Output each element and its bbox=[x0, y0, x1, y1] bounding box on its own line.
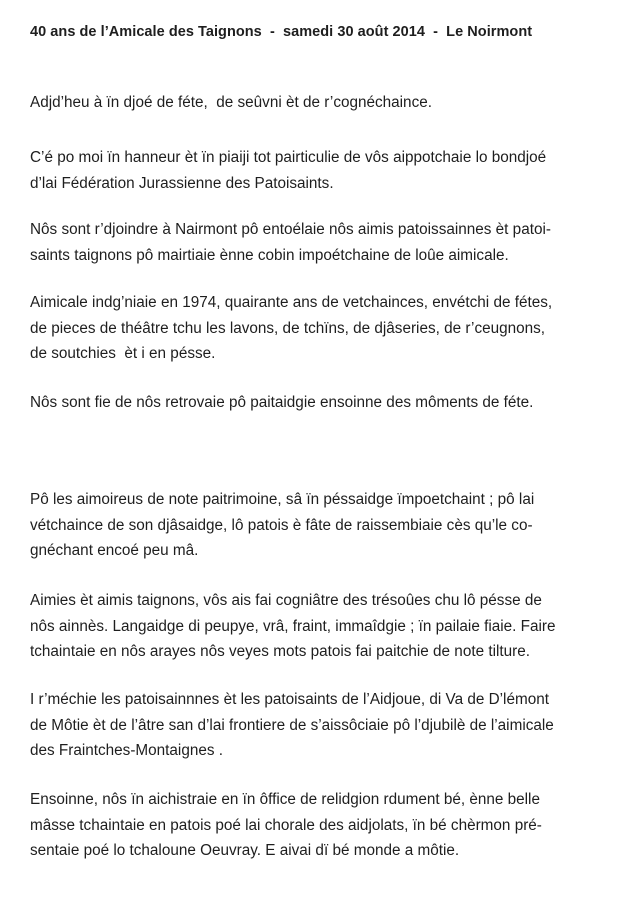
paragraph-heritage bbox=[30, 487, 605, 564]
paragraph-line: vétchaince de son djâsaidge, lô patois è fâte de raissembiaie cès qu’le co- bbox=[30, 516, 533, 534]
paragraph-line: mâsse tchaintaie en patois poé lai chorale des aidjolats, ïn bé chèrmon pré- bbox=[30, 816, 542, 834]
paragraph-line: C’é po moi ïn hanneur èt ïn piaiji tot pairticulie de vôs aippotchaie lo bondjoé bbox=[30, 149, 547, 166]
paragraph-line: Ensoinne, nôs ïn aichistraie en ïn ôffice de relidgion rdument bé, ènne belle bbox=[30, 791, 540, 808]
document-title: 40 ans de l’Amicale des Taignons - samedi 30 août 2014 - Le Noirmont bbox=[30, 24, 533, 40]
paragraph-line: Nôs sont fie de nôs retrovaie pô paitaidgie ensoinne des môments de féte. bbox=[30, 394, 534, 411]
paragraph-honour bbox=[30, 145, 605, 196]
paragraph-line: Pô les aimoireus de note paitrimoine, sâ ïn péssaidge ïmpoetchaint ; pô lai bbox=[30, 491, 535, 508]
paragraph-line: d’lai Fédération Jurassienne des Patoisaints. bbox=[30, 174, 334, 192]
paragraph-gathering bbox=[30, 217, 605, 268]
paragraph-line: de Môtie èt de l’âtre san d’lai frontiere de s’aissôciaie pô l’djubilè de l’aimicale bbox=[30, 716, 554, 734]
paragraph-line: nôs ainnès. Langaidge di peupye, vrâ, fraint, immaîdgie ; ïn pailaie fiaie. Faire bbox=[30, 617, 556, 635]
paragraph-line: Adjd’heu à ïn djoé de féte, de seûvni èt de r’cognéchaince. bbox=[30, 94, 432, 111]
paragraph-thanks bbox=[30, 687, 605, 764]
paragraph-line: saints taignons pô mairtiaie ènne cobin impoétchaine de loûe aimicale. bbox=[30, 246, 509, 264]
paragraph-history bbox=[30, 290, 605, 367]
paragraph-ceremony bbox=[30, 787, 605, 864]
paragraph-line: Nôs sont r’djoindre à Nairmont pô entoélaie nôs aimis patoissainnes èt patoi- bbox=[30, 221, 551, 238]
paragraph-line: des Fraintches-Montaignes . bbox=[30, 742, 224, 759]
paragraph-line: sentaie poé lo tchaloune Oeuvray. E aivai dï bé monde a môtie. bbox=[30, 842, 460, 859]
paragraph-line: tchaintaie en nôs arayes nôs veyes mots patois fai paitchie de note tilture. bbox=[30, 643, 530, 660]
paragraph-line: de soutchies èt i en pésse. bbox=[30, 345, 216, 362]
paragraph-line: Aimies èt aimis taignons, vôs ais fai cogniâtre des trésoûes chu lô pésse de bbox=[30, 592, 542, 609]
paragraph-line: I r’méchie les patoisainnnes èt les patoisaints de l’Aidjoue, di Va de D’lémont bbox=[30, 691, 549, 708]
paragraph-friends bbox=[30, 588, 605, 665]
paragraph-line: gnéchant encoé peu mâ. bbox=[30, 542, 199, 559]
paragraph-proud bbox=[30, 390, 605, 416]
paragraph-line: de pieces de théâtre tchu les lavons, de tchïns, de djâseries, de r’ceugnons, bbox=[30, 319, 546, 337]
paragraph-line: Aimicale indg’niaie en 1974, quairante ans de vetchainces, envétchi de fétes, bbox=[30, 294, 553, 311]
paragraph-greeting bbox=[30, 90, 605, 116]
